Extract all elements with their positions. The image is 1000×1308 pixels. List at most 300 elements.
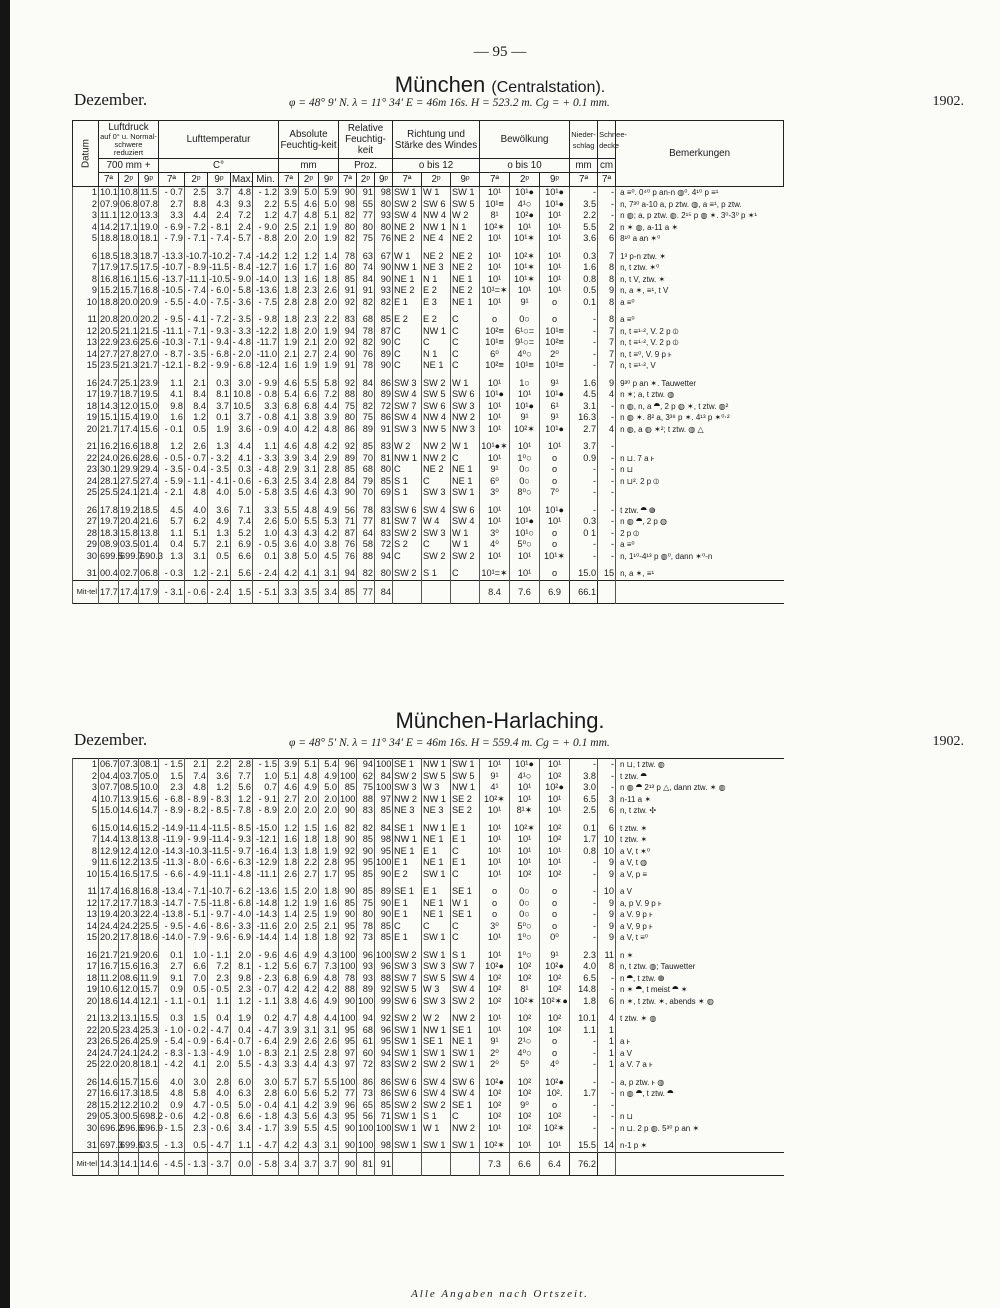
cell-a7: 2.9 — [279, 464, 299, 476]
cell-r2: 61 — [357, 1036, 375, 1048]
cell-date: 1 — [73, 759, 99, 771]
cell-t7: -14.3 — [159, 846, 185, 858]
cell-w2: NE 1 — [422, 898, 451, 910]
cell-t7: -14.7 — [159, 898, 185, 910]
cell-a9: 5.4 — [319, 759, 339, 771]
cell-a7: 4.2 — [279, 1140, 299, 1152]
cell-p9: 13.8 — [140, 527, 158, 538]
cell-t9: -10.2 — [209, 250, 230, 261]
cell-b7: 10¹ — [480, 412, 510, 424]
cell-tmin: - 9.9 — [253, 378, 279, 390]
cell-p2: 12.4 — [120, 845, 138, 856]
cell-b7: 10¹ — [480, 1025, 510, 1037]
cell-schnee: 8 — [598, 961, 616, 973]
cell-r7: 92 — [339, 441, 357, 453]
cell-w2: SW 5 — [422, 973, 451, 985]
cell-niederschlag: 15.0 — [570, 568, 598, 580]
year-label: 1902. — [932, 94, 964, 109]
cell-t9: 4.0 — [208, 487, 231, 499]
cell-bemerkungen: n, t ≡¹⋅², V. 2 p ⦶ — [616, 326, 784, 338]
cell-p7: 16.6 — [100, 1088, 118, 1098]
cell-r7: 94 — [339, 326, 357, 338]
cell-r2: 80 — [357, 909, 375, 921]
cell-date: 3 — [73, 210, 99, 222]
cell-t2: 4.8 — [185, 782, 208, 794]
cell-tmin: -11.1 — [253, 869, 279, 881]
cell-p9: 03.5 — [140, 1140, 158, 1150]
cell-b9: 10²● — [540, 1077, 570, 1089]
cell-bemerkungen: n ⯊, t ztw. ◍ — [616, 973, 784, 985]
mittel-tmin: - 5.1 — [253, 580, 279, 603]
cell-tmax: - 0.6 — [231, 476, 253, 488]
mittel-w2 — [422, 1152, 451, 1175]
cell-w9: W 1 — [451, 378, 480, 390]
cell-a7: 5.5 — [279, 199, 299, 211]
cell-w9: NE 2 — [451, 251, 480, 263]
cell-a9: 1.9 — [319, 222, 339, 234]
cell-tmax: 1.1 — [231, 1140, 253, 1152]
mittel-a9: 3.4 — [319, 580, 339, 603]
cell-r7: 89 — [339, 453, 357, 465]
cell-r7: 82 — [339, 233, 357, 245]
mittel-niederschlag: 76.2 — [570, 1152, 598, 1175]
cell-w9: SW 1 — [451, 759, 480, 771]
cell-a9: 4.5 — [319, 1123, 339, 1135]
cell-bemerkungen: n, t ≡¹⋅², V — [616, 360, 784, 372]
cell-bemerkungen: n ✶ ⯊, t meist ⯊ ✶ — [616, 984, 784, 996]
cell-a9: 4.9 — [319, 996, 339, 1008]
mittel-w7 — [393, 580, 422, 603]
cell-a7: 4.2 — [279, 568, 299, 580]
cell-t2: -10.3 — [186, 845, 207, 856]
cell-r9: 87 — [375, 326, 393, 338]
cell-niederschlag: - — [570, 1036, 598, 1048]
cell-schnee: 8 — [598, 262, 616, 274]
cell-tmin: -14.8 — [253, 898, 279, 910]
cell-b2: 6¹○= — [510, 326, 540, 338]
cell-w7: SW 2 — [393, 950, 422, 962]
cell-w9: C — [451, 846, 480, 858]
cell-a9: 2.4 — [319, 349, 339, 361]
table-row — [73, 1025, 784, 1037]
cell-b7: 10¹ — [480, 950, 510, 962]
table-row — [73, 337, 784, 349]
cell-p7: 19.4 — [100, 909, 118, 919]
cell-p9: 18.1 — [140, 1059, 158, 1069]
cell-b9: 10¹● — [540, 389, 570, 401]
cell-tmin: - 0.8 — [253, 412, 279, 424]
cell-p2: 17.7 — [120, 897, 138, 908]
cell-t7: - 5.9 — [159, 476, 185, 488]
cell-niederschlag: - — [570, 909, 598, 921]
cell-b9: 10¹ — [540, 516, 570, 528]
cell-t9: - 6.4 — [208, 1036, 231, 1048]
cell-niederschlag: - — [570, 349, 598, 361]
cell-tmax: 3.6 — [231, 424, 253, 436]
cell-p2: 08.6 — [120, 972, 138, 983]
cell-w2: NW 1 — [422, 222, 451, 234]
cell-t9: 0.1 — [208, 412, 231, 424]
cell-t9: -11.5 — [209, 822, 230, 833]
cell-w7: NE 1 — [393, 274, 422, 286]
cell-schnee: 9 — [598, 857, 616, 869]
cell-a2: 3.4 — [299, 476, 319, 488]
cell-a9: 5.2 — [319, 1088, 339, 1100]
cell-date: 31 — [73, 1140, 99, 1152]
cell-t7: - 4.2 — [159, 1059, 185, 1071]
cell-r2: 77 — [357, 210, 375, 222]
cell-t2: - 0.1 — [185, 996, 208, 1008]
cell-r2: 96 — [357, 950, 375, 962]
cell-a2: 4.4 — [299, 1059, 319, 1071]
cell-w9: SW 1 — [451, 1059, 480, 1071]
cell-tmin: 1.2 — [253, 210, 279, 222]
cell-w7: E 1 — [393, 857, 422, 869]
cell-a2: 2.1 — [299, 337, 319, 349]
cell-tmax: - 5.7 — [231, 233, 253, 245]
cell-b2: 4¹○ — [510, 199, 540, 211]
cell-r9: 100 — [376, 1122, 392, 1133]
cell-r7: 83 — [339, 314, 357, 326]
cell-tmin: -12.7 — [253, 262, 279, 274]
cell-p2: 12.0 — [120, 400, 138, 411]
cell-a7: 1.3 — [279, 846, 299, 858]
cell-p9: 25.5 — [140, 920, 158, 931]
cell-p9: 15.6 — [140, 273, 158, 284]
cell-t2: 4.7 — [185, 1100, 208, 1112]
cell-t7: 1.6 — [159, 412, 185, 424]
cell-w2: NW 1 — [422, 326, 451, 338]
cell-date: 25 — [73, 1059, 99, 1071]
cell-a9: 5.0 — [319, 199, 339, 211]
table-row — [73, 1111, 784, 1123]
cell-b2: 10²✶ — [510, 251, 540, 263]
table-row — [73, 996, 784, 1008]
cell-b9: 10¹≡ — [540, 326, 570, 338]
cell-t2: 0.5 — [185, 424, 208, 436]
cell-w9: NW 3 — [451, 424, 480, 436]
table-row — [73, 251, 784, 263]
cell-b2: 10¹ — [510, 782, 540, 794]
mittel-p7: 14.3 — [99, 1152, 119, 1175]
cell-b2: 10¹ — [510, 389, 540, 401]
cell-b9: 10²✶● — [541, 995, 568, 1006]
cell-w7: S 2 — [393, 539, 422, 551]
cell-bemerkungen: n, t ztw. ◍; Tauwetter — [616, 961, 784, 973]
cell-t7: 2.3 — [159, 782, 185, 794]
cell-a2: 4.9 — [299, 782, 319, 794]
cell-p9: 07.8 — [140, 198, 158, 209]
cell-bemerkungen: a, p V. 9 p ⱶ — [616, 898, 784, 910]
cell-r2: 68 — [357, 464, 375, 476]
cell-t9: 3.7 — [208, 401, 231, 413]
subheader-t2p: 2ᵖ — [422, 173, 451, 187]
cell-b7: 10¹ — [480, 505, 510, 517]
cell-t9: 2.3 — [208, 973, 231, 985]
cell-r9: 94 — [375, 551, 393, 563]
cell-bemerkungen: n, a ✶, ≡¹, t V — [616, 285, 784, 297]
table-row — [73, 516, 784, 528]
cell-t9: 2.0 — [208, 1059, 231, 1071]
cell-b2: 0○ — [510, 909, 540, 921]
cell-b7: 10¹ — [480, 401, 510, 413]
cell-schnee: 6 — [598, 996, 616, 1008]
cell-date: 21 — [73, 1013, 99, 1025]
cell-p7: 17.2 — [100, 897, 118, 908]
cell-a2: 4.1 — [299, 568, 319, 580]
cell-b2: 10²✶ — [510, 823, 540, 835]
cell-p9: 18.6 — [140, 932, 158, 942]
cell-tmax: 6.6 — [231, 551, 253, 563]
cell-b9: 10¹ — [540, 233, 570, 245]
cell-bemerkungen: n, 1¹⁰-4¹³ p ◍⁰, dann ✶⁰-n — [616, 551, 784, 563]
cell-tmin: - 8.3 — [253, 1048, 279, 1060]
subheader-t9p: 9ᵖ — [375, 173, 393, 187]
cell-a7: 5.6 — [279, 961, 299, 973]
cell-niederschlag: 0 1 — [570, 528, 598, 540]
cell-a7: 5.1 — [279, 771, 299, 783]
cell-a7: 2.7 — [279, 794, 299, 806]
cell-r9: 84 — [375, 823, 393, 835]
cell-t2: 2.5 — [185, 187, 208, 199]
cell-t2: -11.4 — [186, 822, 207, 833]
cell-date: 9 — [73, 857, 99, 869]
cell-bemerkungen: a, p ztw. ⱶ ◍ — [616, 1077, 784, 1089]
cell-w7: W 2 — [393, 441, 422, 453]
cell-w2: NW 1 — [422, 759, 451, 771]
cell-bemerkungen: n ✶ ◍, a-11 a ✶ — [616, 222, 784, 234]
cell-t9: 2.4 — [208, 210, 231, 222]
cell-tmin: -14.0 — [253, 274, 279, 286]
cell-b2: 1○ — [510, 378, 540, 390]
cell-date: 25 — [73, 487, 99, 499]
subheader-t7a: 7ª — [159, 173, 185, 187]
cell-tmax: 10.5 — [231, 401, 253, 413]
cell-w7: SW 1 — [393, 1036, 422, 1048]
cell-b2: 0○ — [510, 476, 540, 488]
cell-niederschlag: - — [570, 487, 598, 499]
cell-b9: 10¹ — [540, 262, 570, 274]
cell-b2: 1⁰○ — [510, 453, 540, 465]
header-relative-feuchtigkeit: Relative Feuchtig-keit — [339, 121, 393, 159]
cell-b9: 10¹ — [540, 222, 570, 234]
cell-niederschlag: - — [570, 869, 598, 881]
cell-w2: NE 2 — [422, 464, 451, 476]
table-row — [73, 794, 784, 806]
cell-t2: 2.6 — [185, 441, 208, 453]
cell-date: 5 — [73, 233, 99, 245]
cell-b9: 10¹ — [540, 251, 570, 263]
cell-b2: 10¹● — [510, 401, 540, 413]
cell-w2: NW 1 — [422, 823, 451, 835]
cell-p7: 25.5 — [100, 487, 118, 497]
cell-p2: 15.7 — [120, 285, 138, 295]
cell-a9: 3.1 — [319, 568, 339, 580]
cell-bemerkungen: a V — [616, 886, 784, 898]
cell-t7: 9.8 — [159, 401, 185, 413]
cell-t7: -12.1 — [159, 360, 185, 372]
cell-b7: 10²≡ — [480, 326, 510, 338]
cell-b2: 10¹ — [510, 568, 540, 580]
cell-t7: - 0.7 — [159, 187, 185, 199]
cell-b7: 6⁰ — [480, 476, 510, 488]
cell-a2: 3.1 — [299, 464, 319, 476]
cell-w7: E 1 — [393, 909, 422, 921]
cell-r9: 92 — [375, 984, 393, 996]
cell-date: 9 — [73, 285, 99, 297]
cell-b7: 10¹ — [480, 453, 510, 465]
cell-w9: SE 1 — [451, 1100, 480, 1112]
cell-bemerkungen: n, a ✶, ≡¹ — [616, 568, 784, 580]
cell-t7: 0.3 — [159, 1013, 185, 1025]
cell-b7: 10¹ — [480, 516, 510, 528]
cell-a9: 1.8 — [319, 932, 339, 944]
cell-a2: 1.9 — [299, 898, 319, 910]
cell-b9: 10¹● — [540, 187, 570, 199]
cell-t9: - 4.7 — [208, 1140, 231, 1152]
table-row — [73, 898, 784, 910]
cell-a9: 2.6 — [319, 285, 339, 297]
cell-schnee: 6 — [598, 805, 616, 817]
cell-tmin: -14.2 — [253, 251, 279, 263]
mittel-tmin: - 5.8 — [253, 1152, 279, 1175]
mittel-tmax: 0.0 — [231, 1152, 253, 1175]
cell-t7: 0.9 — [159, 1100, 185, 1112]
cell-date: 16 — [73, 950, 99, 962]
cell-b9: o — [540, 453, 570, 465]
cell-t7: - 9.5 — [159, 314, 185, 326]
cell-t2: - 7.1 — [185, 337, 208, 349]
cell-schnee: - — [598, 453, 616, 465]
cell-a2: 5.6 — [299, 1088, 319, 1100]
cell-p2: 14.6 — [120, 805, 138, 815]
cell-bemerkungen: n ⊔, t ztw. ◍ — [616, 759, 784, 771]
cell-r7: 94 — [339, 568, 357, 580]
cell-bemerkungen: n ✶, t ztw. ✶, abends ✶ ◍ — [616, 996, 784, 1008]
table-row — [73, 464, 784, 476]
cell-w7: SW 7 — [393, 516, 422, 528]
cell-bemerkungen: t ztw. ⯊ ◍ — [616, 505, 784, 517]
cell-p9: 16.3 — [140, 961, 158, 971]
cell-niederschlag: 0.8 — [570, 846, 598, 858]
cell-b7: o — [480, 886, 510, 898]
cell-r9: 93 — [375, 210, 393, 222]
cell-p7: 13.2 — [100, 1013, 118, 1023]
cell-r2: 73 — [357, 932, 375, 944]
cell-a9: 5.1 — [319, 210, 339, 222]
cell-r7: 92 — [339, 378, 357, 390]
table-row — [73, 805, 784, 817]
cell-a2: 4.2 — [299, 984, 319, 996]
cell-r2: 85 — [357, 834, 375, 846]
cell-a7: 2.9 — [279, 1036, 299, 1048]
cell-p9: 21.6 — [140, 516, 158, 526]
cell-a9: 2.0 — [319, 297, 339, 309]
cell-t2: - 9.9 — [185, 834, 208, 846]
cell-r9: 85 — [375, 932, 393, 944]
cell-t7: 0.4 — [159, 539, 185, 551]
cell-niederschlag: - — [570, 360, 598, 372]
cell-b2: 9¹○= — [510, 337, 540, 349]
cell-niederschlag: 3.1 — [570, 401, 598, 413]
cell-niederschlag: 3.0 — [570, 782, 598, 794]
cell-b2: 0○ — [510, 464, 540, 476]
cell-bemerkungen: n ⊔. 7 a ⱶ — [616, 453, 784, 465]
cell-w7: SW 1 — [393, 1111, 422, 1123]
cell-niederschlag: 2.7 — [570, 424, 598, 436]
cell-w2: SW 2 — [422, 551, 451, 563]
cell-bemerkungen: t ztw. ✶ — [616, 823, 784, 835]
cell-r9: 91 — [375, 424, 393, 436]
mittel-b2: 6.6 — [510, 1152, 540, 1175]
cell-t9: - 8.6 — [208, 921, 231, 933]
cell-bemerkungen: t ztw. ✶ — [616, 834, 784, 846]
cell-b2: 4¹○ — [510, 771, 540, 783]
cell-a9: 3.9 — [319, 1100, 339, 1112]
mittel-bemerkungen — [616, 580, 784, 603]
cell-bemerkungen: n-11 a ✶ — [616, 794, 784, 806]
cell-b9: 10¹ — [540, 759, 570, 771]
cell-b7: 10¹ — [480, 262, 510, 274]
header-luftdruck — [99, 121, 159, 159]
table-row — [73, 909, 784, 921]
cell-a9: 4.3 — [319, 1111, 339, 1123]
cell-b2: 4⁰○ — [510, 349, 540, 361]
cell-p9: 18.8 — [140, 441, 158, 451]
cell-b2: 10¹ — [510, 794, 540, 806]
cell-b9: 10¹ — [540, 794, 570, 806]
mittel-w7 — [393, 1152, 422, 1175]
cell-w2: SW 1 — [422, 1140, 451, 1152]
cell-r2: 68 — [357, 314, 375, 326]
cell-bemerkungen: 1³ p-n ztw. ✶ — [616, 251, 784, 263]
cell-a9: 3.8 — [319, 539, 339, 551]
cell-t7: - 5.4 — [159, 1036, 185, 1048]
cell-tmax: 6.9 — [231, 539, 253, 551]
cell-p9: 11.5 — [140, 187, 158, 197]
cell-r9: 72 — [375, 401, 393, 413]
cell-r7: 90 — [339, 805, 357, 817]
cell-a7: 3.3 — [279, 1059, 299, 1071]
cell-p9: 19.5 — [140, 389, 158, 399]
cell-b7: 10²✶ — [480, 222, 510, 234]
cell-niederschlag: 0.3 — [570, 516, 598, 528]
mittel-t9: - 3.7 — [208, 1152, 231, 1175]
cell-r7: 98 — [339, 199, 357, 211]
cell-t2: - 7.1 — [185, 326, 208, 338]
cell-t2: - 1.1 — [185, 476, 208, 488]
table-row — [73, 349, 784, 361]
cell-t9: 0.4 — [208, 1013, 231, 1025]
cell-p2: 15.6 — [120, 961, 138, 971]
cell-r7: 80 — [339, 222, 357, 234]
cell-w2: NW 2 — [422, 453, 451, 465]
cell-p9: 17.5 — [140, 262, 158, 272]
cell-w9: SW 3 — [451, 401, 480, 413]
header-lufttemperatur: Lufttemperatur — [159, 121, 279, 159]
cell-tmin: - 4.7 — [253, 1140, 279, 1152]
cell-t7: -10.5 — [159, 285, 185, 297]
cell-niederschlag: - — [570, 505, 598, 517]
cell-b9: 7⁰ — [540, 487, 570, 499]
cell-tmin: - 9.1 — [253, 794, 279, 806]
cell-schnee: - — [598, 505, 616, 517]
cell-p7: 06.7 — [100, 759, 118, 769]
cell-t7: - 1.5 — [159, 759, 185, 771]
cell-date: 8 — [73, 846, 99, 858]
table-row — [73, 869, 784, 881]
cell-p2: 699.7 — [120, 550, 143, 561]
